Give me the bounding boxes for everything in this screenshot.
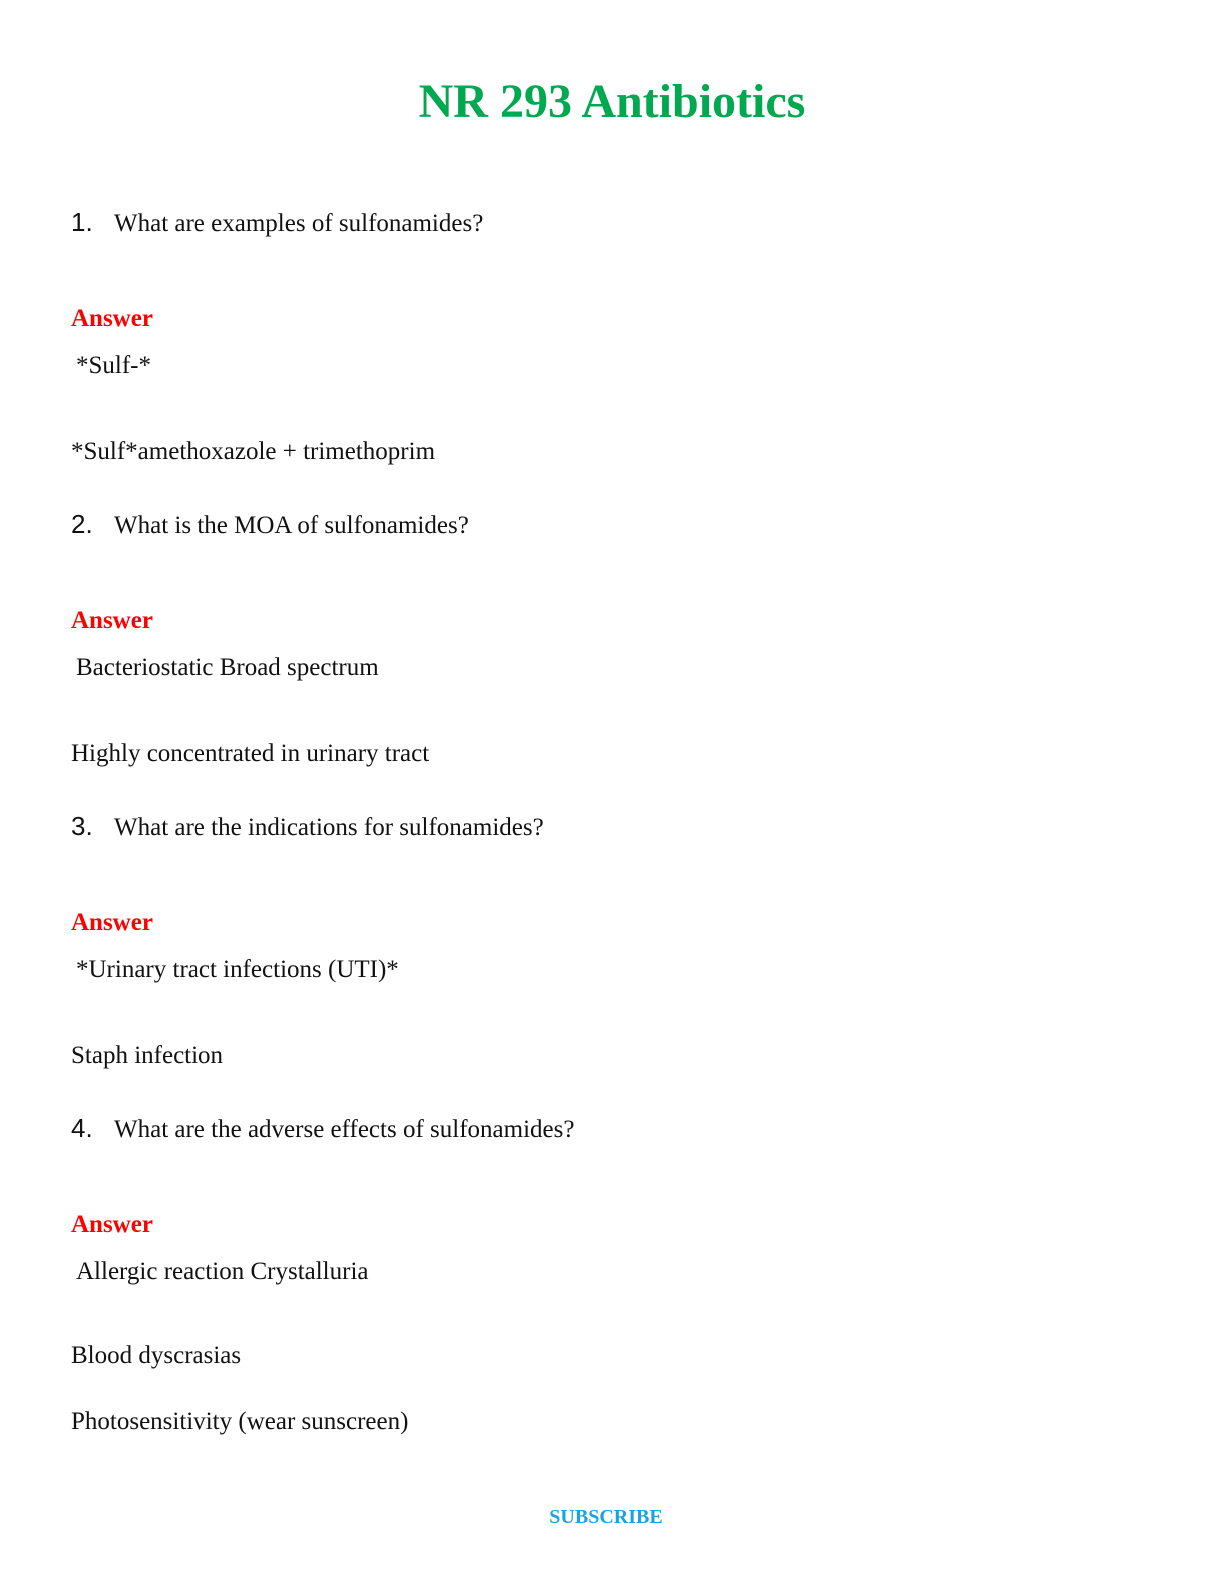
answer-line: *Sulf-* <box>76 352 151 379</box>
answer-line: Allergic reaction Crystalluria <box>76 1258 369 1285</box>
page-title: NR 293 Antibiotics <box>418 75 806 128</box>
question-4 <box>71 1112 574 1146</box>
answer-line: Bacteriostatic Broad spectrum <box>76 654 379 681</box>
question-3 <box>71 810 544 844</box>
question-2 <box>71 508 469 542</box>
question-number: 2. <box>71 509 93 539</box>
question-number: 3. <box>71 811 93 841</box>
question-text: What are the adverse effects of sulfonamides? <box>114 1116 575 1143</box>
answer-line: Photosensitivity (wear sunscreen) <box>71 1408 409 1435</box>
question-text: What are examples of sulfonamides? <box>114 210 484 237</box>
subscribe-link[interactable]: SUBSCRIBE <box>549 1506 663 1528</box>
question-1 <box>71 206 483 240</box>
question-number: 4. <box>71 1113 93 1143</box>
answer-label: Answer <box>71 607 153 634</box>
answer-label: Answer <box>71 1211 153 1238</box>
question-number: 1. <box>71 207 93 237</box>
answer-line: Staph infection <box>71 1042 224 1069</box>
answer-line: Highly concentrated in urinary tract <box>71 740 430 767</box>
answer-label: Answer <box>71 909 153 936</box>
question-text: What are the indications for sulfonamides? <box>114 814 544 841</box>
answer-line: *Urinary tract infections (UTI)* <box>76 956 399 983</box>
answer-label: Answer <box>71 305 153 332</box>
answer-line: *Sulf*amethoxazole + trimethoprim <box>71 438 436 465</box>
answer-line: Blood dyscrasias <box>71 1342 242 1369</box>
question-text: What is the MOA of sulfonamides? <box>114 512 469 539</box>
